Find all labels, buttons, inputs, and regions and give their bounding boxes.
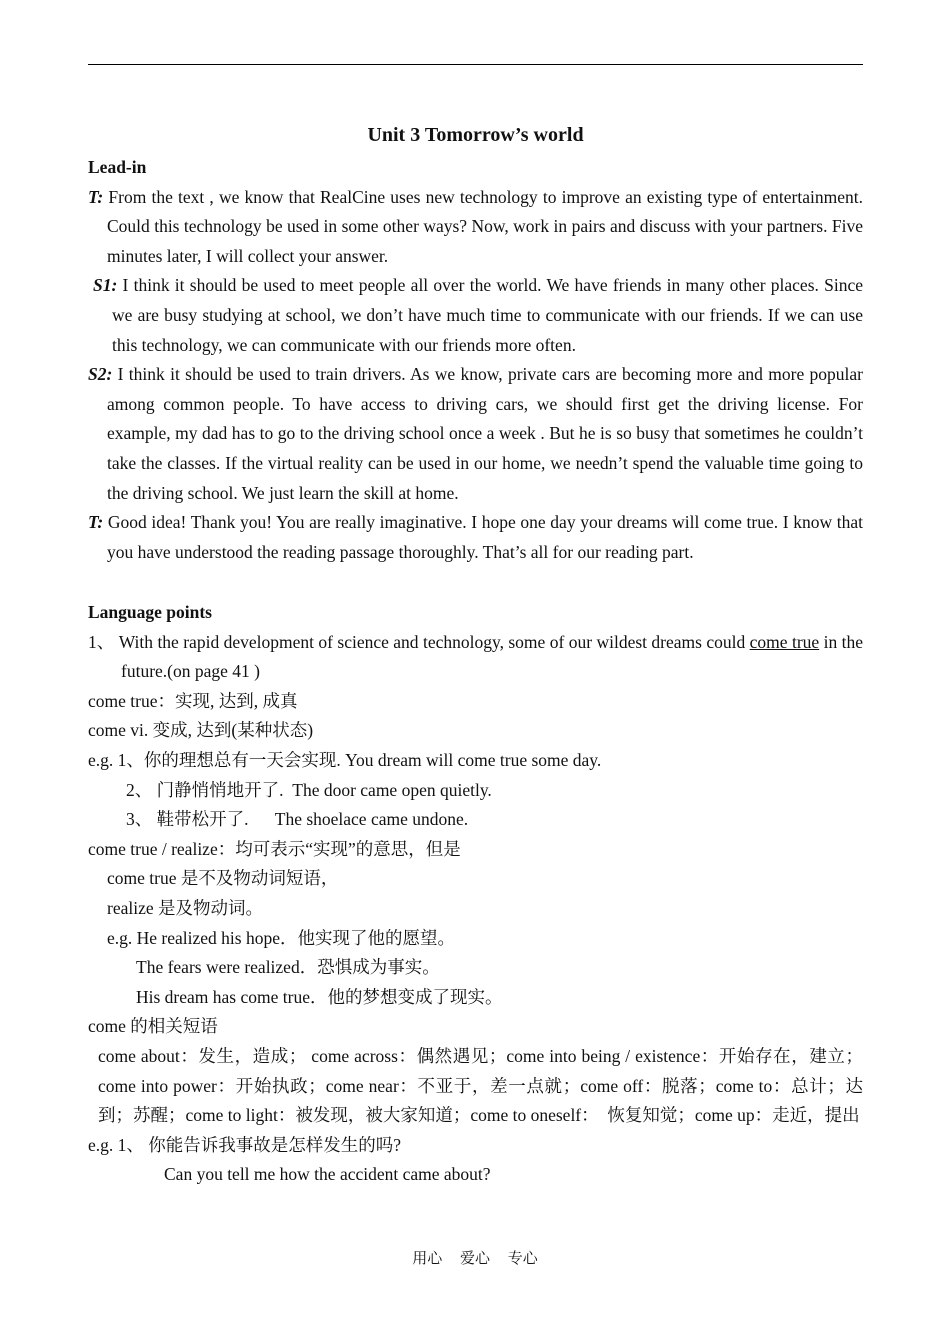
comparison-example: His dream has come true．他的梦想变成了现实。 <box>136 986 503 1007</box>
phrases-list: come about：发生，造成； come across：偶然遇见；come into being / existence：开始存在，建立；come into power：开始执政；come near：不亚于，差一点就；come off：脱落；come to：总计；达到；苏醒；come to light：被发现，被大家知道；come to oneself： 恢复知觉；come up：走近，提出 <box>98 1045 863 1126</box>
lead-in-section <box>88 153 863 567</box>
language-point-1 <box>88 628 863 687</box>
speaker-label: T: <box>88 512 104 533</box>
dialogue-text: I think it should be used to train drivers. As we know, private cars are becoming more and more popular among common people. To have access to driving cars, we should first get the driving license. For example, my dad has to go to the driving school once a week . But he is so busy that sometimes he couldn’t take the classes. If the virtual reality can be used in our home, we needn’t spend the valuable time going to the driving school. We just learn the skill at home. <box>107 364 863 503</box>
definition-come: come vi. 变成, 达到(某种状态) <box>88 720 314 741</box>
comparison-note: realize 是及物动词。 <box>107 897 263 918</box>
dialogue-text: I think it should be used to meet people all over the world. We have friends in many other places. Since we are busy studying at school, we don’t have much time to communicate with our friends. If we can use this technology, we can communicate with our friends more often. <box>112 275 863 355</box>
comparison-example: e.g. He realized his hope．他实现了他的愿望。 <box>107 927 455 948</box>
phrases-heading: come 的相关短语 <box>88 1016 218 1037</box>
dialogue-line-teacher <box>88 183 863 272</box>
language-points-section <box>88 598 863 1190</box>
lead-in-heading: Lead-in <box>88 157 147 177</box>
dialogue-line-teacher-closing <box>88 508 863 567</box>
page-title: Unit 3 Tomorrow’s world <box>367 124 584 146</box>
comparison-note: come true 是不及物动词短语， <box>107 868 339 889</box>
final-example-translation: Can you tell me how the accident came about? <box>164 1164 491 1185</box>
point-number: 1、 <box>88 631 115 652</box>
dialogue-text: From the text , we know that RealCine uses new technology to improve an existing type of entertainment. Could this technology be used in some other ways? Now, work in pairs and discuss with your partners. Five minutes later, I will collect your answer. <box>103 186 863 266</box>
example-line: 2、 门静悄悄地开了. The door came open quietly. <box>126 779 492 800</box>
point-text-end: in the future.(on page 41 ) <box>121 631 863 682</box>
speaker-label: T: <box>88 186 104 207</box>
point-text: With the rapid development of science and technology, some of our wildest dreams could <box>114 631 750 652</box>
comparison-line: come true / realize：均可表示“实现”的意思，但是 <box>88 838 461 859</box>
language-points-heading: Language points <box>88 602 212 622</box>
dialogue-line-student1 <box>88 271 863 360</box>
dialogue-text: Good idea! Thank you! You are really imaginative. I hope one day your dreams will come true. I know that you have understood the reading passage thoroughly. That’s all for our reading part. <box>103 512 863 562</box>
dialogue-line-student2 <box>88 360 863 508</box>
example-line: 3、 鞋带松开了. The shoelace came undone. <box>126 809 469 830</box>
underlined-phrase: come true <box>749 631 820 652</box>
header-rule <box>88 64 863 65</box>
definition-come-true: come true：实现, 达到, 成真 <box>88 690 298 711</box>
speaker-label: S1: <box>93 275 118 296</box>
example-line: e.g. 1、你的理想总有一天会实现. You dream will come true some day. <box>88 749 602 770</box>
page-footer: 用心 爱心 专心 <box>412 1251 538 1267</box>
final-example: e.g. 1、 你能告诉我事故是怎样发生的吗? <box>88 1134 402 1155</box>
comparison-example: The fears were realized．恐惧成为事实。 <box>136 957 440 978</box>
speaker-label: S2: <box>88 364 113 385</box>
